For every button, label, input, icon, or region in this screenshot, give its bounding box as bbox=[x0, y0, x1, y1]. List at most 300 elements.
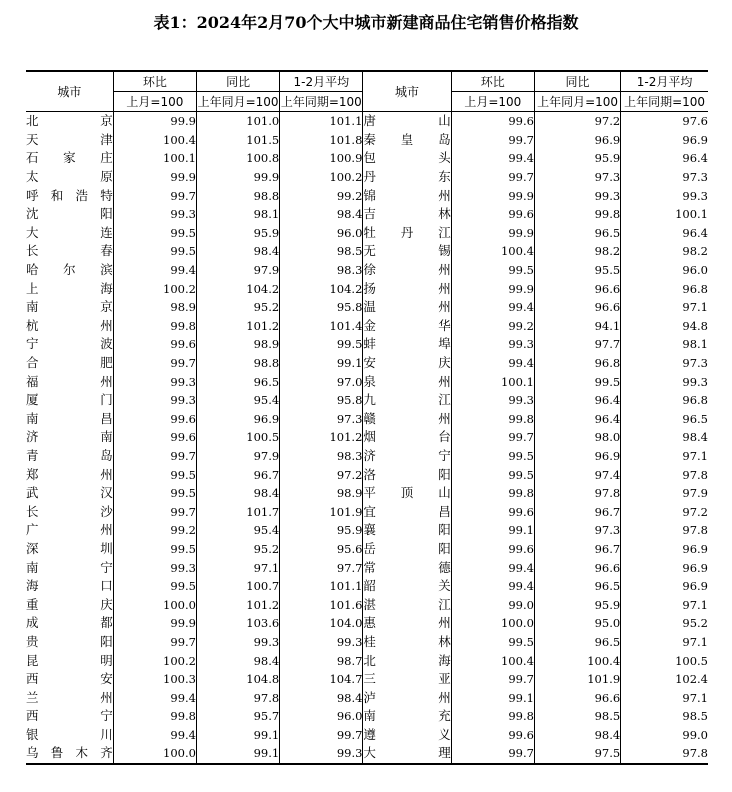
city-right-cell: 烟 台 bbox=[363, 428, 451, 447]
mom-right-cell: 99.4 bbox=[451, 577, 534, 596]
yoy-right-cell: 99.3 bbox=[534, 186, 620, 205]
city-left-cell: 济 南 bbox=[26, 428, 113, 447]
yoy-left-cell: 104.2 bbox=[196, 279, 279, 298]
city-right-cell: 金 华 bbox=[363, 317, 451, 336]
city-right-cell: 安 庆 bbox=[363, 354, 451, 373]
yoy-right-cell: 101.9 bbox=[534, 670, 620, 689]
table-row bbox=[26, 149, 708, 168]
yoy-right-cell: 96.4 bbox=[534, 410, 620, 429]
mom-right-cell: 99.4 bbox=[451, 298, 534, 317]
mom-right-cell: 99.9 bbox=[451, 186, 534, 205]
yoy-right-cell: 96.9 bbox=[534, 447, 620, 466]
mom-left-cell: 99.6 bbox=[113, 335, 196, 354]
city-left-cell: 沈 阳 bbox=[26, 205, 113, 224]
avg-left-cell: 98.4 bbox=[280, 688, 363, 707]
mom-left-cell: 100.2 bbox=[113, 279, 196, 298]
mom-right-cell: 99.7 bbox=[451, 670, 534, 689]
city-right-cell: 徐 州 bbox=[363, 261, 451, 280]
mom-left-cell: 99.6 bbox=[113, 410, 196, 429]
avg-right-cell: 98.2 bbox=[621, 242, 708, 261]
avg-left-cell: 96.0 bbox=[280, 707, 363, 726]
city-right-cell: 湛 江 bbox=[363, 595, 451, 614]
avg-right-cell: 97.1 bbox=[621, 633, 708, 652]
mom-right-cell: 99.5 bbox=[451, 261, 534, 280]
yoy-left-cell: 97.1 bbox=[196, 558, 279, 577]
mom-left-cell: 100.0 bbox=[113, 595, 196, 614]
avg-left-cell: 104.0 bbox=[280, 614, 363, 633]
yoy-left-cell: 101.0 bbox=[196, 112, 279, 131]
yoy-left-cell: 99.1 bbox=[196, 744, 279, 764]
avg-right-cell: 98.4 bbox=[621, 428, 708, 447]
yoy-right-cell: 98.4 bbox=[534, 726, 620, 745]
table-row bbox=[26, 186, 708, 205]
table-row bbox=[26, 614, 708, 633]
city-right-cell: 泉 州 bbox=[363, 372, 451, 391]
yoy-right-cell: 96.6 bbox=[534, 688, 620, 707]
mom-right-cell: 100.1 bbox=[451, 372, 534, 391]
city-right-cell: 济 宁 bbox=[363, 447, 451, 466]
mom-right-cell: 99.8 bbox=[451, 484, 534, 503]
mom-right-cell: 99.5 bbox=[451, 447, 534, 466]
table-row bbox=[26, 502, 708, 521]
table-row bbox=[26, 112, 708, 131]
avg-right-cell: 99.3 bbox=[621, 186, 708, 205]
avg-right-cell: 100.5 bbox=[621, 651, 708, 670]
city-left-cell: 兰 州 bbox=[26, 688, 113, 707]
yoy-right-cell: 99.5 bbox=[534, 372, 620, 391]
city-right-cell: 扬 州 bbox=[363, 279, 451, 298]
mom-right-cell: 99.3 bbox=[451, 391, 534, 410]
mom-right-cell: 99.1 bbox=[451, 688, 534, 707]
avg-left-cell: 98.4 bbox=[280, 205, 363, 224]
yoy-right-cell: 98.0 bbox=[534, 428, 620, 447]
avg-right-cell: 97.8 bbox=[621, 744, 708, 764]
avg-right-cell: 97.3 bbox=[621, 354, 708, 373]
yoy-left-cell: 97.8 bbox=[196, 688, 279, 707]
avg-left-cell: 95.9 bbox=[280, 521, 363, 540]
mom-left-cell: 99.5 bbox=[113, 224, 196, 243]
city-left-cell: 长 沙 bbox=[26, 502, 113, 521]
city-left-cell: 广 州 bbox=[26, 521, 113, 540]
yoy-left-cell: 95.2 bbox=[196, 540, 279, 559]
yoy-left-cell: 95.2 bbox=[196, 298, 279, 317]
mom-left-cell: 99.7 bbox=[113, 186, 196, 205]
avg-right-cell: 94.8 bbox=[621, 317, 708, 336]
yoy-right-cell: 95.0 bbox=[534, 614, 620, 633]
avg-right-cell: 97.2 bbox=[621, 502, 708, 521]
yoy-right-cell: 96.5 bbox=[534, 577, 620, 596]
avg-left-cell: 99.7 bbox=[280, 726, 363, 745]
table-row bbox=[26, 354, 708, 373]
avg-right-cell: 96.8 bbox=[621, 391, 708, 410]
city-left-cell: 贵 阳 bbox=[26, 633, 113, 652]
avg-left-cell: 100.9 bbox=[280, 149, 363, 168]
table-row bbox=[26, 651, 708, 670]
mom-left-cell: 99.9 bbox=[113, 614, 196, 633]
city-left-cell: 哈尔滨 bbox=[26, 261, 113, 280]
table-row bbox=[26, 744, 708, 764]
yoy-right-cell: 96.7 bbox=[534, 502, 620, 521]
city-right-cell: 无 锡 bbox=[363, 242, 451, 261]
yoy-right-cell: 95.9 bbox=[534, 595, 620, 614]
yoy-left-cell: 104.8 bbox=[196, 670, 279, 689]
header-city-right: 城市 bbox=[363, 71, 451, 112]
avg-left-cell: 97.2 bbox=[280, 465, 363, 484]
city-right-cell: 南 充 bbox=[363, 707, 451, 726]
mom-left-cell: 99.7 bbox=[113, 447, 196, 466]
table-row bbox=[26, 131, 708, 150]
mom-left-cell: 99.9 bbox=[113, 168, 196, 187]
city-left-cell: 武 汉 bbox=[26, 484, 113, 503]
city-right-cell: 惠 州 bbox=[363, 614, 451, 633]
city-right-cell: 牡丹江 bbox=[363, 224, 451, 243]
city-left-cell: 成 都 bbox=[26, 614, 113, 633]
mom-left-cell: 99.9 bbox=[113, 112, 196, 131]
avg-right-cell: 97.3 bbox=[621, 168, 708, 187]
table-row bbox=[26, 670, 708, 689]
mom-left-cell: 99.8 bbox=[113, 317, 196, 336]
yoy-right-cell: 96.5 bbox=[534, 224, 620, 243]
avg-left-cell: 98.3 bbox=[280, 261, 363, 280]
mom-right-cell: 99.6 bbox=[451, 112, 534, 131]
avg-left-cell: 99.3 bbox=[280, 744, 363, 764]
yoy-left-cell: 98.1 bbox=[196, 205, 279, 224]
header-mom-base-left: 上月=100 bbox=[113, 92, 196, 112]
table-row bbox=[26, 558, 708, 577]
avg-left-cell: 101.2 bbox=[280, 428, 363, 447]
table-row bbox=[26, 261, 708, 280]
yoy-right-cell: 99.8 bbox=[534, 205, 620, 224]
avg-left-cell: 101.8 bbox=[280, 131, 363, 150]
yoy-right-cell: 96.6 bbox=[534, 279, 620, 298]
avg-left-cell: 99.3 bbox=[280, 633, 363, 652]
table-row bbox=[26, 688, 708, 707]
mom-right-cell: 99.7 bbox=[451, 168, 534, 187]
avg-left-cell: 95.8 bbox=[280, 391, 363, 410]
yoy-left-cell: 96.9 bbox=[196, 410, 279, 429]
city-left-cell: 昆 明 bbox=[26, 651, 113, 670]
table-row bbox=[26, 372, 708, 391]
city-left-cell: 青 岛 bbox=[26, 447, 113, 466]
avg-left-cell: 99.2 bbox=[280, 186, 363, 205]
avg-right-cell: 96.0 bbox=[621, 261, 708, 280]
avg-right-cell: 97.1 bbox=[621, 688, 708, 707]
city-right-cell: 丹 东 bbox=[363, 168, 451, 187]
yoy-left-cell: 98.4 bbox=[196, 484, 279, 503]
table-row bbox=[26, 224, 708, 243]
table-row bbox=[26, 465, 708, 484]
avg-right-cell: 97.6 bbox=[621, 112, 708, 131]
mom-right-cell: 99.8 bbox=[451, 410, 534, 429]
yoy-right-cell: 96.6 bbox=[534, 298, 620, 317]
header-mom-left: 环比 bbox=[113, 71, 196, 92]
avg-right-cell: 96.9 bbox=[621, 558, 708, 577]
header-yoy-base-left: 上年同月=100 bbox=[196, 92, 279, 112]
mom-right-cell: 99.9 bbox=[451, 224, 534, 243]
avg-right-cell: 97.9 bbox=[621, 484, 708, 503]
city-right-cell: 三 亚 bbox=[363, 670, 451, 689]
mom-left-cell: 99.4 bbox=[113, 261, 196, 280]
avg-left-cell: 101.9 bbox=[280, 502, 363, 521]
mom-right-cell: 99.3 bbox=[451, 335, 534, 354]
price-index-table bbox=[26, 70, 708, 765]
mom-right-cell: 99.4 bbox=[451, 354, 534, 373]
mom-left-cell: 99.5 bbox=[113, 577, 196, 596]
mom-right-cell: 99.4 bbox=[451, 558, 534, 577]
mom-right-cell: 99.7 bbox=[451, 744, 534, 764]
table-row bbox=[26, 577, 708, 596]
mom-left-cell: 99.5 bbox=[113, 242, 196, 261]
avg-left-cell: 99.5 bbox=[280, 335, 363, 354]
avg-left-cell: 101.1 bbox=[280, 577, 363, 596]
yoy-left-cell: 98.8 bbox=[196, 186, 279, 205]
yoy-left-cell: 101.2 bbox=[196, 595, 279, 614]
city-left-cell: 南 京 bbox=[26, 298, 113, 317]
city-left-cell: 西 宁 bbox=[26, 707, 113, 726]
yoy-right-cell: 97.3 bbox=[534, 521, 620, 540]
table-row bbox=[26, 428, 708, 447]
yoy-left-cell: 95.9 bbox=[196, 224, 279, 243]
avg-left-cell: 104.7 bbox=[280, 670, 363, 689]
avg-right-cell: 96.4 bbox=[621, 149, 708, 168]
mom-right-cell: 99.4 bbox=[451, 149, 534, 168]
yoy-right-cell: 96.7 bbox=[534, 540, 620, 559]
yoy-left-cell: 97.9 bbox=[196, 261, 279, 280]
yoy-right-cell: 96.9 bbox=[534, 131, 620, 150]
city-right-cell: 蚌 埠 bbox=[363, 335, 451, 354]
city-left-cell: 宁 波 bbox=[26, 335, 113, 354]
avg-left-cell: 97.3 bbox=[280, 410, 363, 429]
city-right-cell: 包 头 bbox=[363, 149, 451, 168]
yoy-left-cell: 95.7 bbox=[196, 707, 279, 726]
table-title: 表1：2024年2月70个大中城市新建商品住宅销售价格指数 bbox=[153, 13, 579, 32]
mom-left-cell: 100.3 bbox=[113, 670, 196, 689]
avg-right-cell: 96.9 bbox=[621, 577, 708, 596]
table-row bbox=[26, 242, 708, 261]
mom-right-cell: 99.5 bbox=[451, 465, 534, 484]
table-row bbox=[26, 633, 708, 652]
header-mom-base-right: 上月=100 bbox=[451, 92, 534, 112]
avg-left-cell: 98.9 bbox=[280, 484, 363, 503]
avg-right-cell: 102.4 bbox=[621, 670, 708, 689]
avg-right-cell: 100.1 bbox=[621, 205, 708, 224]
header-avg-base-left: 上年同期=100 bbox=[280, 92, 363, 112]
yoy-left-cell: 99.9 bbox=[196, 168, 279, 187]
avg-right-cell: 95.2 bbox=[621, 614, 708, 633]
table-row bbox=[26, 410, 708, 429]
mom-right-cell: 99.9 bbox=[451, 279, 534, 298]
mom-left-cell: 99.5 bbox=[113, 465, 196, 484]
mom-left-cell: 99.7 bbox=[113, 502, 196, 521]
mom-left-cell: 99.4 bbox=[113, 726, 196, 745]
mom-right-cell: 99.0 bbox=[451, 595, 534, 614]
mom-right-cell: 100.0 bbox=[451, 614, 534, 633]
yoy-left-cell: 101.7 bbox=[196, 502, 279, 521]
city-right-cell: 遵 义 bbox=[363, 726, 451, 745]
avg-left-cell: 95.8 bbox=[280, 298, 363, 317]
yoy-left-cell: 98.4 bbox=[196, 651, 279, 670]
mom-left-cell: 100.1 bbox=[113, 149, 196, 168]
yoy-right-cell: 96.8 bbox=[534, 354, 620, 373]
avg-right-cell: 97.8 bbox=[621, 465, 708, 484]
mom-right-cell: 99.6 bbox=[451, 726, 534, 745]
yoy-left-cell: 98.8 bbox=[196, 354, 279, 373]
mom-left-cell: 98.9 bbox=[113, 298, 196, 317]
city-right-cell: 泸 州 bbox=[363, 688, 451, 707]
header-yoy-base-right: 上年同月=100 bbox=[534, 92, 620, 112]
city-left-cell: 重 庆 bbox=[26, 595, 113, 614]
city-right-cell: 赣 州 bbox=[363, 410, 451, 429]
city-left-cell: 南 昌 bbox=[26, 410, 113, 429]
city-right-cell: 韶 关 bbox=[363, 577, 451, 596]
table-body bbox=[26, 112, 708, 764]
yoy-left-cell: 100.5 bbox=[196, 428, 279, 447]
yoy-left-cell: 99.3 bbox=[196, 633, 279, 652]
yoy-right-cell: 97.7 bbox=[534, 335, 620, 354]
mom-right-cell: 99.7 bbox=[451, 428, 534, 447]
avg-left-cell: 104.2 bbox=[280, 279, 363, 298]
mom-left-cell: 99.7 bbox=[113, 354, 196, 373]
yoy-left-cell: 98.9 bbox=[196, 335, 279, 354]
city-left-cell: 太 原 bbox=[26, 168, 113, 187]
mom-left-cell: 99.7 bbox=[113, 633, 196, 652]
yoy-left-cell: 103.6 bbox=[196, 614, 279, 633]
city-right-cell: 襄 阳 bbox=[363, 521, 451, 540]
yoy-right-cell: 97.4 bbox=[534, 465, 620, 484]
mom-left-cell: 99.6 bbox=[113, 428, 196, 447]
avg-right-cell: 97.8 bbox=[621, 521, 708, 540]
avg-left-cell: 98.3 bbox=[280, 447, 363, 466]
mom-right-cell: 99.6 bbox=[451, 205, 534, 224]
yoy-right-cell: 97.8 bbox=[534, 484, 620, 503]
city-left-cell: 杭 州 bbox=[26, 317, 113, 336]
city-right-cell: 九 江 bbox=[363, 391, 451, 410]
table-row bbox=[26, 168, 708, 187]
mom-left-cell: 99.5 bbox=[113, 540, 196, 559]
mom-left-cell: 100.2 bbox=[113, 651, 196, 670]
table-row bbox=[26, 707, 708, 726]
avg-right-cell: 96.8 bbox=[621, 279, 708, 298]
city-right-cell: 吉 林 bbox=[363, 205, 451, 224]
avg-left-cell: 95.6 bbox=[280, 540, 363, 559]
city-left-cell: 天 津 bbox=[26, 131, 113, 150]
avg-right-cell: 96.4 bbox=[621, 224, 708, 243]
table-row bbox=[26, 391, 708, 410]
mom-right-cell: 99.6 bbox=[451, 540, 534, 559]
mom-left-cell: 100.4 bbox=[113, 131, 196, 150]
table-row bbox=[26, 317, 708, 336]
city-right-cell: 常 德 bbox=[363, 558, 451, 577]
city-left-cell: 上 海 bbox=[26, 279, 113, 298]
city-left-cell: 北 京 bbox=[26, 112, 113, 131]
avg-right-cell: 96.9 bbox=[621, 131, 708, 150]
city-right-cell: 秦皇岛 bbox=[363, 131, 451, 150]
avg-left-cell: 99.1 bbox=[280, 354, 363, 373]
city-left-cell: 合 肥 bbox=[26, 354, 113, 373]
header-yoy-right: 同比 bbox=[534, 71, 620, 92]
mom-right-cell: 100.4 bbox=[451, 242, 534, 261]
avg-right-cell: 99.0 bbox=[621, 726, 708, 745]
yoy-right-cell: 94.1 bbox=[534, 317, 620, 336]
table-row bbox=[26, 521, 708, 540]
avg-right-cell: 96.5 bbox=[621, 410, 708, 429]
avg-left-cell: 98.7 bbox=[280, 651, 363, 670]
mom-right-cell: 99.1 bbox=[451, 521, 534, 540]
mom-right-cell: 99.5 bbox=[451, 633, 534, 652]
city-right-cell: 岳 阳 bbox=[363, 540, 451, 559]
mom-right-cell: 100.4 bbox=[451, 651, 534, 670]
header-avg-right: 1-2月平均 bbox=[621, 71, 708, 92]
yoy-right-cell: 95.5 bbox=[534, 261, 620, 280]
city-left-cell: 乌鲁木齐 bbox=[26, 744, 113, 764]
city-right-cell: 唐 山 bbox=[363, 112, 451, 131]
avg-right-cell: 96.9 bbox=[621, 540, 708, 559]
avg-right-cell: 97.1 bbox=[621, 298, 708, 317]
avg-left-cell: 96.0 bbox=[280, 224, 363, 243]
avg-right-cell: 97.1 bbox=[621, 595, 708, 614]
city-right-cell: 宜 昌 bbox=[363, 502, 451, 521]
yoy-left-cell: 95.4 bbox=[196, 391, 279, 410]
mom-right-cell: 99.7 bbox=[451, 131, 534, 150]
mom-left-cell: 99.2 bbox=[113, 521, 196, 540]
header-avg-left: 1-2月平均 bbox=[280, 71, 363, 92]
avg-left-cell: 101.4 bbox=[280, 317, 363, 336]
avg-left-cell: 97.7 bbox=[280, 558, 363, 577]
table-row bbox=[26, 279, 708, 298]
table-row bbox=[26, 298, 708, 317]
city-left-cell: 厦 门 bbox=[26, 391, 113, 410]
yoy-left-cell: 100.8 bbox=[196, 149, 279, 168]
mom-left-cell: 99.4 bbox=[113, 688, 196, 707]
city-right-cell: 温 州 bbox=[363, 298, 451, 317]
yoy-left-cell: 101.2 bbox=[196, 317, 279, 336]
mom-left-cell: 99.3 bbox=[113, 372, 196, 391]
mom-left-cell: 99.5 bbox=[113, 484, 196, 503]
city-left-cell: 郑 州 bbox=[26, 465, 113, 484]
yoy-right-cell: 97.3 bbox=[534, 168, 620, 187]
table-row bbox=[26, 595, 708, 614]
yoy-right-cell: 96.6 bbox=[534, 558, 620, 577]
city-left-cell: 南 宁 bbox=[26, 558, 113, 577]
yoy-right-cell: 96.5 bbox=[534, 633, 620, 652]
mom-left-cell: 99.8 bbox=[113, 707, 196, 726]
header-mom-right: 环比 bbox=[451, 71, 534, 92]
mom-right-cell: 99.6 bbox=[451, 502, 534, 521]
city-left-cell: 深 圳 bbox=[26, 540, 113, 559]
table-row bbox=[26, 484, 708, 503]
yoy-right-cell: 100.4 bbox=[534, 651, 620, 670]
header-city-left: 城市 bbox=[26, 71, 113, 112]
city-left-cell: 大 连 bbox=[26, 224, 113, 243]
header-avg-base-right: 上年同期=100 bbox=[621, 92, 708, 112]
city-right-cell: 洛 阳 bbox=[363, 465, 451, 484]
city-left-cell: 呼和浩特 bbox=[26, 186, 113, 205]
city-left-cell: 长 春 bbox=[26, 242, 113, 261]
city-left-cell: 西 安 bbox=[26, 670, 113, 689]
yoy-left-cell: 96.5 bbox=[196, 372, 279, 391]
avg-left-cell: 101.1 bbox=[280, 112, 363, 131]
mom-left-cell: 99.3 bbox=[113, 558, 196, 577]
table-row bbox=[26, 205, 708, 224]
city-right-cell: 桂 林 bbox=[363, 633, 451, 652]
yoy-left-cell: 99.1 bbox=[196, 726, 279, 745]
mom-left-cell: 99.3 bbox=[113, 391, 196, 410]
table-row bbox=[26, 726, 708, 745]
city-left-cell: 银 川 bbox=[26, 726, 113, 745]
city-right-cell: 锦 州 bbox=[363, 186, 451, 205]
table-row bbox=[26, 335, 708, 354]
header-yoy-left: 同比 bbox=[196, 71, 279, 92]
